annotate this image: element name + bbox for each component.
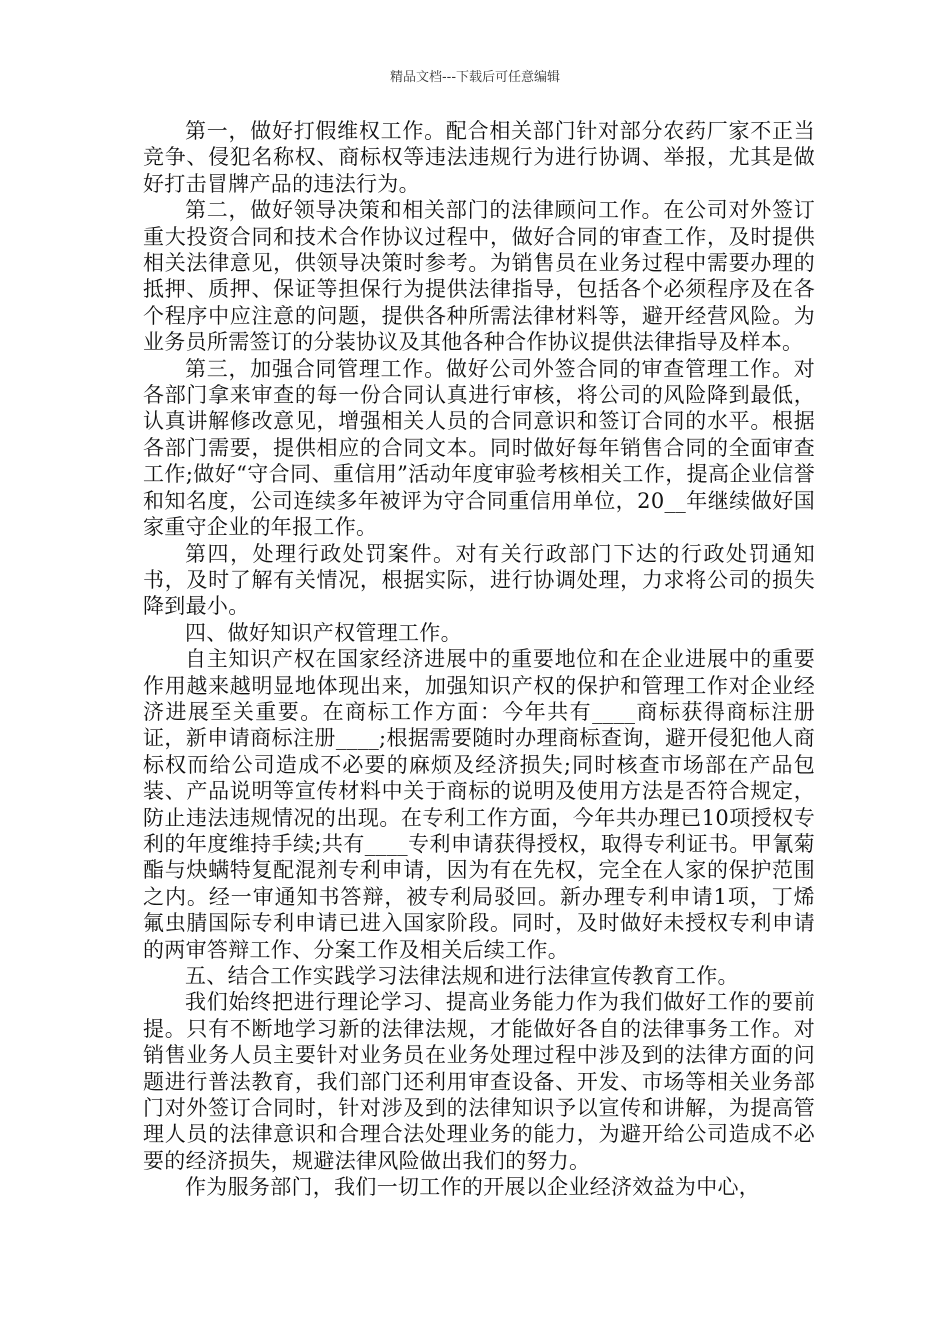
paragraph-2: 第二，做好领导决策和相关部门的法律顾问工作。在公司对外签订重大投资合同和技术合作协议过程中，做好合同的审查工作，及时提供相关法律意见，供领导决策时参考。为销售员在业务过程中需要办理的抵押、质押、保证等担保行为提供法律指导，包括各个必须程序及在各个程序中应注意的问题，提供各种所需法律材料等，避开经营风险。为业务员所需签订的分装协议及其他各种合作协议提供法律指导及样本。	[143, 198, 815, 355]
page-header: 精品文档---下载后可任意编辑	[389, 70, 561, 85]
paragraph-3: 第三，加强合同管理工作。做好公司外签合同的审查管理工作。对各部门拿来审查的每一份合同认真进行审核，将公司的风险降到最低，认真讲解修改意见，增强相关人员的合同意识和签订合同的水平。根据各部门需要，提供相应的合同文本。同时做好每年销售合同的全面审查工作;做好“守合同、重信用”活动年度审验考核相关工作，提高企业信誉和知名度，公司连续多年被评为守合同重信用单位，20__年继续做好国家重守企业的年报工作。	[143, 356, 815, 540]
paragraph-5: 自主知识产权在国家经济进展中的重要地位和在企业进展中的重要作用越来越明显地体现出来，加强知识产权的保护和管理工作对企业经济进展至关重要。在商标工作方面：今年共有____商标获得商标注册证，新申请商标注册____;根据需要随时办理商标查询，避开侵犯他人商标权而给公司造成不必要的麻烦及经济损失;同时核查市场部在产品包装、产品说明等宣传材料中关于商标的说明及使用方法是否符合规定，防止违法违规情况的出现。在专利工作方面，今年共办理已10项授权专利的年度维持手续;共有____专利申请获得授权，取得专利证书。甲氰菊酯与炔螨特复配混剂专利申请，因为有在先权，完全在人家的保护范围之内。经一审通知书答辩，被专利局驳回。新办理专利申请1项，丁烯氟虫腈国际专利申请已进入国家阶段。同时，及时做好未授权专利申请的两审答辩工作、分案工作及相关后续工作。	[143, 647, 815, 962]
paragraph-6: 我们始终把进行理论学习、提高业务能力作为我们做好工作的要前提。只有不断地学习新的法律法规，才能做好各自的法律事务工作。对销售业务人员主要针对业务员在业务处理过程中涉及到的法律方面的问题进行普法教育，我们部门还利用审查设备、开发、市场等相关业务部门对外签订合同时，针对涉及到的法律知识予以宣传和讲解，为提高管理人员的法律意识和合理合法处理业务的能力，为避开给公司造成不必要的经济损失，规避法律风险做出我们的努力。	[143, 990, 815, 1173]
paragraph-7: 作为服务部门，我们一切工作的开展以企业经济效益为中心，	[185, 1175, 761, 1200]
section-heading-5: 五、结合工作实践学习法律法规和进行法律宣传教育工作。	[185, 964, 739, 988]
paragraph-4: 第四，处理行政处罚案件。对有关行政部门下达的行政处罚通知书，及时了解有关情况，根据实际，进行协调处理，力求将公司的损失降到最小。	[143, 541, 815, 619]
document-body	[143, 118, 815, 1201]
section-heading-4: 四、做好知识产权管理工作。	[185, 620, 462, 645]
paragraph-1: 第一，做好打假维权工作。配合相关部门针对部分农药厂家不正当竞争、侵犯名称权、商标权等违法违规行为进行协调、举报，尤其是做好打击冒牌产品的违法行为。	[143, 119, 815, 196]
